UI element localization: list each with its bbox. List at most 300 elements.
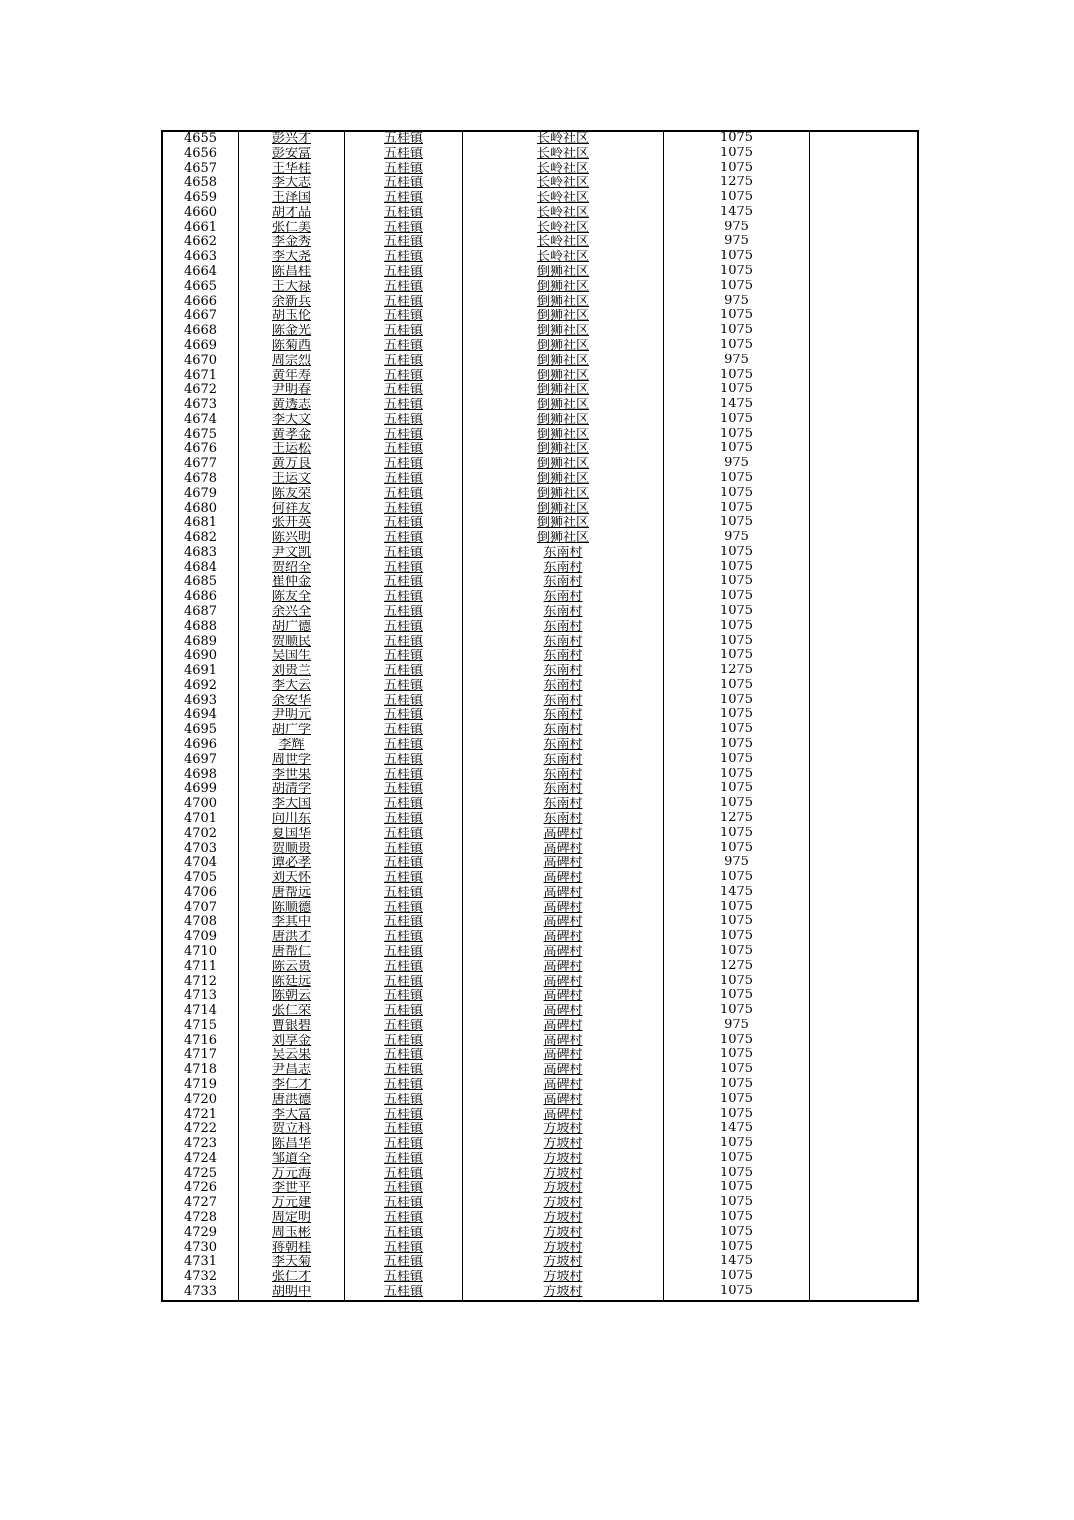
row-number-cell: 4656 xyxy=(162,147,239,162)
name-cell: 陈金光 xyxy=(239,324,345,339)
village-cell: 倒狮社区 xyxy=(463,309,664,324)
table-row xyxy=(162,575,918,590)
table-row xyxy=(162,131,918,147)
town-cell: 五桂镇 xyxy=(345,1122,463,1137)
town-cell: 五桂镇 xyxy=(345,354,463,369)
row-number-cell: 4718 xyxy=(162,1063,239,1078)
row-number-cell: 4666 xyxy=(162,295,239,310)
row-number-cell: 4717 xyxy=(162,1048,239,1063)
table-row xyxy=(162,797,918,812)
amount-cell: 1075 xyxy=(664,472,810,487)
name-cell: 周定明 xyxy=(239,1211,345,1226)
amount-cell: 1075 xyxy=(664,131,810,147)
amount-cell: 1075 xyxy=(664,768,810,783)
town-cell: 五桂镇 xyxy=(345,694,463,709)
row-number-cell: 4729 xyxy=(162,1226,239,1241)
row-number-cell: 4698 xyxy=(162,768,239,783)
name-cell: 曹银碧 xyxy=(239,1019,345,1034)
town-cell: 五桂镇 xyxy=(345,1181,463,1196)
table-row xyxy=(162,457,918,472)
table-row xyxy=(162,295,918,310)
name-cell: 贺绍全 xyxy=(239,561,345,576)
amount-cell: 1075 xyxy=(664,265,810,280)
table-row xyxy=(162,1019,918,1034)
village-cell: 方坡村 xyxy=(463,1255,664,1270)
table-row xyxy=(162,1241,918,1256)
table-row xyxy=(162,768,918,783)
table-row xyxy=(162,442,918,457)
note-cell xyxy=(810,1211,919,1226)
note-cell xyxy=(810,1048,919,1063)
town-cell: 五桂镇 xyxy=(345,162,463,177)
table-row xyxy=(162,1196,918,1211)
name-cell: 陈昌桂 xyxy=(239,265,345,280)
note-cell xyxy=(810,1004,919,1019)
town-cell: 五桂镇 xyxy=(345,708,463,723)
town-cell: 五桂镇 xyxy=(345,723,463,738)
note-cell xyxy=(810,945,919,960)
amount-cell: 1475 xyxy=(664,1122,810,1137)
name-cell: 万元建 xyxy=(239,1196,345,1211)
name-cell: 胡才品 xyxy=(239,206,345,221)
note-cell xyxy=(810,309,919,324)
note-cell xyxy=(810,398,919,413)
town-cell: 五桂镇 xyxy=(345,886,463,901)
village-cell: 东南村 xyxy=(463,782,664,797)
note-cell xyxy=(810,413,919,428)
note-cell xyxy=(810,694,919,709)
town-cell: 五桂镇 xyxy=(345,235,463,250)
note-cell xyxy=(810,457,919,472)
table-row xyxy=(162,546,918,561)
town-cell: 五桂镇 xyxy=(345,575,463,590)
town-cell: 五桂镇 xyxy=(345,561,463,576)
row-number-cell: 4719 xyxy=(162,1078,239,1093)
name-cell: 陈云贵 xyxy=(239,960,345,975)
table-row xyxy=(162,1181,918,1196)
name-cell: 李其中 xyxy=(239,915,345,930)
town-cell: 五桂镇 xyxy=(345,1285,463,1301)
amount-cell: 1075 xyxy=(664,516,810,531)
town-cell: 五桂镇 xyxy=(345,1019,463,1034)
row-number-cell: 4681 xyxy=(162,516,239,531)
note-cell xyxy=(810,1181,919,1196)
amount-cell: 1475 xyxy=(664,1255,810,1270)
name-cell: 陈兴明 xyxy=(239,531,345,546)
row-number-cell: 4733 xyxy=(162,1285,239,1301)
note-cell xyxy=(810,1137,919,1152)
town-cell: 五桂镇 xyxy=(345,265,463,280)
note-cell xyxy=(810,147,919,162)
village-cell: 倒狮社区 xyxy=(463,502,664,517)
row-number-cell: 4679 xyxy=(162,487,239,502)
name-cell: 尹明春 xyxy=(239,383,345,398)
name-cell: 贺顺贵 xyxy=(239,842,345,857)
amount-cell: 1275 xyxy=(664,176,810,191)
note-cell xyxy=(810,1241,919,1256)
table-row xyxy=(162,915,918,930)
row-number-cell: 4659 xyxy=(162,191,239,206)
row-number-cell: 4674 xyxy=(162,413,239,428)
name-cell: 陈友全 xyxy=(239,590,345,605)
table-row xyxy=(162,162,918,177)
table-row xyxy=(162,309,918,324)
town-cell: 五桂镇 xyxy=(345,738,463,753)
note-cell xyxy=(810,191,919,206)
amount-cell: 1075 xyxy=(664,649,810,664)
row-number-cell: 4693 xyxy=(162,694,239,709)
town-cell: 五桂镇 xyxy=(345,457,463,472)
note-cell xyxy=(810,797,919,812)
table-row xyxy=(162,812,918,827)
row-number-cell: 4669 xyxy=(162,339,239,354)
name-cell: 李世平 xyxy=(239,1181,345,1196)
amount-cell: 1075 xyxy=(664,339,810,354)
village-cell: 长岭社区 xyxy=(463,250,664,265)
row-number-cell: 4721 xyxy=(162,1108,239,1123)
village-cell: 长岭社区 xyxy=(463,206,664,221)
note-cell xyxy=(810,221,919,236)
town-cell: 五桂镇 xyxy=(345,1270,463,1285)
row-number-cell: 4697 xyxy=(162,753,239,768)
village-cell: 长岭社区 xyxy=(463,147,664,162)
amount-cell: 1075 xyxy=(664,901,810,916)
amount-cell: 1075 xyxy=(664,620,810,635)
name-cell: 周世学 xyxy=(239,753,345,768)
amount-cell: 1075 xyxy=(664,590,810,605)
town-cell: 五桂镇 xyxy=(345,901,463,916)
town-cell: 五桂镇 xyxy=(345,930,463,945)
note-cell xyxy=(810,1108,919,1123)
village-cell: 方坡村 xyxy=(463,1137,664,1152)
village-cell: 东南村 xyxy=(463,797,664,812)
amount-cell: 1075 xyxy=(664,1241,810,1256)
village-cell: 东南村 xyxy=(463,649,664,664)
town-cell: 五桂镇 xyxy=(345,398,463,413)
note-cell xyxy=(810,546,919,561)
village-cell: 倒狮社区 xyxy=(463,354,664,369)
amount-cell: 1075 xyxy=(664,442,810,457)
name-cell: 王大禄 xyxy=(239,280,345,295)
town-cell: 五桂镇 xyxy=(345,649,463,664)
amount-cell: 1075 xyxy=(664,502,810,517)
name-cell: 何祥友 xyxy=(239,502,345,517)
note-cell xyxy=(810,1196,919,1211)
amount-cell: 1075 xyxy=(664,1285,810,1301)
table-row xyxy=(162,324,918,339)
note-cell xyxy=(810,339,919,354)
note-cell xyxy=(810,502,919,517)
village-cell: 东南村 xyxy=(463,812,664,827)
row-number-cell: 4664 xyxy=(162,265,239,280)
table-row xyxy=(162,1137,918,1152)
name-cell: 李金秀 xyxy=(239,235,345,250)
table-row xyxy=(162,945,918,960)
amount-cell: 1075 xyxy=(664,605,810,620)
table-row xyxy=(162,1167,918,1182)
village-cell: 高碑村 xyxy=(463,1078,664,1093)
amount-cell: 1075 xyxy=(664,635,810,650)
amount-cell: 1475 xyxy=(664,398,810,413)
village-cell: 高碑村 xyxy=(463,975,664,990)
row-number-cell: 4687 xyxy=(162,605,239,620)
amount-cell: 975 xyxy=(664,531,810,546)
name-cell: 崔仲金 xyxy=(239,575,345,590)
row-number-cell: 4662 xyxy=(162,235,239,250)
amount-cell: 1075 xyxy=(664,147,810,162)
note-cell xyxy=(810,886,919,901)
amount-cell: 1075 xyxy=(664,738,810,753)
amount-cell: 1075 xyxy=(664,162,810,177)
village-cell: 东南村 xyxy=(463,694,664,709)
name-cell: 胡广德 xyxy=(239,620,345,635)
note-cell xyxy=(810,1255,919,1270)
amount-cell: 1075 xyxy=(664,383,810,398)
note-cell xyxy=(810,989,919,1004)
row-number-cell: 4678 xyxy=(162,472,239,487)
row-number-cell: 4671 xyxy=(162,369,239,384)
amount-cell: 1475 xyxy=(664,206,810,221)
amount-cell: 1475 xyxy=(664,886,810,901)
amount-cell: 1075 xyxy=(664,1063,810,1078)
name-cell: 吴云果 xyxy=(239,1048,345,1063)
name-cell: 张仁荣 xyxy=(239,1004,345,1019)
row-number-cell: 4655 xyxy=(162,131,239,147)
amount-cell: 1075 xyxy=(664,1226,810,1241)
amount-cell: 1275 xyxy=(664,664,810,679)
name-cell: 胡清学 xyxy=(239,782,345,797)
amount-cell: 975 xyxy=(664,354,810,369)
village-cell: 高碑村 xyxy=(463,960,664,975)
village-cell: 东南村 xyxy=(463,575,664,590)
amount-cell: 1075 xyxy=(664,915,810,930)
table-row xyxy=(162,842,918,857)
table-row xyxy=(162,1048,918,1063)
row-number-cell: 4683 xyxy=(162,546,239,561)
note-cell xyxy=(810,561,919,576)
name-cell: 李大尧 xyxy=(239,250,345,265)
table-row xyxy=(162,176,918,191)
village-cell: 长岭社区 xyxy=(463,221,664,236)
town-cell: 五桂镇 xyxy=(345,856,463,871)
amount-cell: 1075 xyxy=(664,1270,810,1285)
town-cell: 五桂镇 xyxy=(345,915,463,930)
table-row xyxy=(162,886,918,901)
amount-cell: 1075 xyxy=(664,1078,810,1093)
table-row xyxy=(162,428,918,443)
name-cell: 陈友荣 xyxy=(239,487,345,502)
name-cell: 尹文凯 xyxy=(239,546,345,561)
town-cell: 五桂镇 xyxy=(345,1211,463,1226)
row-number-cell: 4661 xyxy=(162,221,239,236)
table-row xyxy=(162,191,918,206)
table-row xyxy=(162,635,918,650)
name-cell: 胡玉伦 xyxy=(239,309,345,324)
amount-cell: 1075 xyxy=(664,753,810,768)
village-cell: 高碑村 xyxy=(463,1019,664,1034)
row-number-cell: 4727 xyxy=(162,1196,239,1211)
amount-cell: 1075 xyxy=(664,280,810,295)
village-cell: 长岭社区 xyxy=(463,131,664,147)
note-cell xyxy=(810,960,919,975)
town-cell: 五桂镇 xyxy=(345,176,463,191)
name-cell: 胡明中 xyxy=(239,1285,345,1301)
amount-cell: 1075 xyxy=(664,930,810,945)
table-row xyxy=(162,664,918,679)
town-cell: 五桂镇 xyxy=(345,989,463,1004)
note-cell xyxy=(810,738,919,753)
note-cell xyxy=(810,472,919,487)
note-cell xyxy=(810,265,919,280)
note-cell xyxy=(810,827,919,842)
village-cell: 倒狮社区 xyxy=(463,398,664,413)
village-cell: 倒狮社区 xyxy=(463,265,664,280)
name-cell: 黄年寿 xyxy=(239,369,345,384)
row-number-cell: 4725 xyxy=(162,1167,239,1182)
row-number-cell: 4663 xyxy=(162,250,239,265)
note-cell xyxy=(810,708,919,723)
town-cell: 五桂镇 xyxy=(345,664,463,679)
village-cell: 高碑村 xyxy=(463,886,664,901)
amount-cell: 1075 xyxy=(664,428,810,443)
table-row xyxy=(162,1122,918,1137)
amount-cell: 1075 xyxy=(664,708,810,723)
table-row xyxy=(162,206,918,221)
town-cell: 五桂镇 xyxy=(345,1063,463,1078)
note-cell xyxy=(810,369,919,384)
note-cell xyxy=(810,812,919,827)
village-cell: 高碑村 xyxy=(463,871,664,886)
row-number-cell: 4680 xyxy=(162,502,239,517)
amount-cell: 1075 xyxy=(664,1093,810,1108)
table-row xyxy=(162,1285,918,1301)
town-cell: 五桂镇 xyxy=(345,324,463,339)
table-row xyxy=(162,1004,918,1019)
table-row xyxy=(162,235,918,250)
table-row xyxy=(162,975,918,990)
town-cell: 五桂镇 xyxy=(345,295,463,310)
village-cell: 倒狮社区 xyxy=(463,324,664,339)
village-cell: 倒狮社区 xyxy=(463,428,664,443)
name-cell: 李天菊 xyxy=(239,1255,345,1270)
table-row xyxy=(162,354,918,369)
row-number-cell: 4714 xyxy=(162,1004,239,1019)
row-number-cell: 4701 xyxy=(162,812,239,827)
note-cell xyxy=(810,1167,919,1182)
amount-cell: 975 xyxy=(664,295,810,310)
name-cell: 黄透志 xyxy=(239,398,345,413)
amount-cell: 1075 xyxy=(664,191,810,206)
row-number-cell: 4707 xyxy=(162,901,239,916)
town-cell: 五桂镇 xyxy=(345,339,463,354)
village-cell: 方坡村 xyxy=(463,1211,664,1226)
amount-cell: 975 xyxy=(664,457,810,472)
amount-cell: 975 xyxy=(664,1019,810,1034)
name-cell: 尹昌志 xyxy=(239,1063,345,1078)
note-cell xyxy=(810,856,919,871)
row-number-cell: 4690 xyxy=(162,649,239,664)
row-number-cell: 4723 xyxy=(162,1137,239,1152)
town-cell: 五桂镇 xyxy=(345,1137,463,1152)
town-cell: 五桂镇 xyxy=(345,1226,463,1241)
amount-cell: 1075 xyxy=(664,842,810,857)
town-cell: 五桂镇 xyxy=(345,502,463,517)
table-row xyxy=(162,413,918,428)
name-cell: 李大云 xyxy=(239,679,345,694)
table-row xyxy=(162,147,918,162)
amount-cell: 1075 xyxy=(664,1181,810,1196)
name-cell: 陈朝云 xyxy=(239,989,345,1004)
table-row xyxy=(162,1226,918,1241)
village-cell: 东南村 xyxy=(463,708,664,723)
row-number-cell: 4711 xyxy=(162,960,239,975)
name-cell: 尹明元 xyxy=(239,708,345,723)
table-row xyxy=(162,339,918,354)
table-row xyxy=(162,561,918,576)
note-cell xyxy=(810,487,919,502)
village-cell: 东南村 xyxy=(463,546,664,561)
table-row xyxy=(162,472,918,487)
row-number-cell: 4731 xyxy=(162,1255,239,1270)
row-number-cell: 4696 xyxy=(162,738,239,753)
note-cell xyxy=(810,1093,919,1108)
row-number-cell: 4713 xyxy=(162,989,239,1004)
note-cell xyxy=(810,1270,919,1285)
note-cell xyxy=(810,1034,919,1049)
note-cell xyxy=(810,295,919,310)
table-row xyxy=(162,960,918,975)
table-row xyxy=(162,723,918,738)
name-cell: 余安华 xyxy=(239,694,345,709)
row-number-cell: 4670 xyxy=(162,354,239,369)
amount-cell: 1075 xyxy=(664,1211,810,1226)
table-row xyxy=(162,1270,918,1285)
note-cell xyxy=(810,649,919,664)
row-number-cell: 4658 xyxy=(162,176,239,191)
table-row xyxy=(162,487,918,502)
amount-cell: 1075 xyxy=(664,679,810,694)
village-cell: 方坡村 xyxy=(463,1241,664,1256)
amount-cell: 1075 xyxy=(664,827,810,842)
note-cell xyxy=(810,664,919,679)
note-cell xyxy=(810,324,919,339)
name-cell: 李世果 xyxy=(239,768,345,783)
row-number-cell: 4702 xyxy=(162,827,239,842)
village-cell: 高碑村 xyxy=(463,901,664,916)
name-cell: 张仁美 xyxy=(239,221,345,236)
amount-cell: 1075 xyxy=(664,324,810,339)
note-cell xyxy=(810,768,919,783)
row-number-cell: 4703 xyxy=(162,842,239,857)
name-cell: 唐帮仁 xyxy=(239,945,345,960)
note-cell xyxy=(810,516,919,531)
town-cell: 五桂镇 xyxy=(345,827,463,842)
amount-cell: 1075 xyxy=(664,723,810,738)
village-cell: 倒狮社区 xyxy=(463,413,664,428)
amount-cell: 1075 xyxy=(664,1152,810,1167)
table-row xyxy=(162,369,918,384)
table-row xyxy=(162,989,918,1004)
note-cell xyxy=(810,206,919,221)
town-cell: 五桂镇 xyxy=(345,753,463,768)
village-cell: 高碑村 xyxy=(463,1108,664,1123)
village-cell: 东南村 xyxy=(463,635,664,650)
table-row xyxy=(162,605,918,620)
village-cell: 倒狮社区 xyxy=(463,487,664,502)
name-cell: 李仁才 xyxy=(239,1078,345,1093)
town-cell: 五桂镇 xyxy=(345,1078,463,1093)
name-cell: 陈廷远 xyxy=(239,975,345,990)
